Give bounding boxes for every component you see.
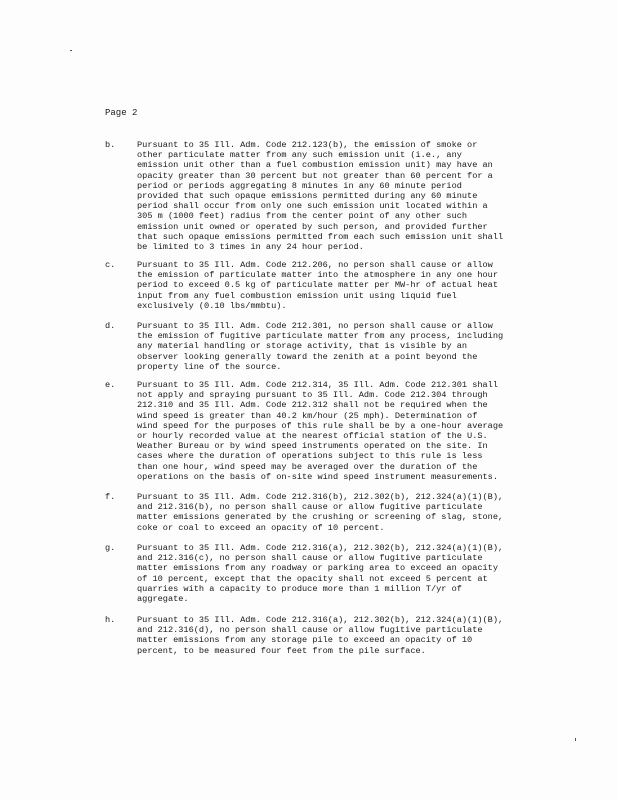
paragraph-text: Pursuant to 35 Ill. Adm. Code 212.206, no person shall cause or allow the emission of particulate matter into the atmosphere in any one hour period to exceed 0.5 kg of particulate matter per MW-hr of actual heat input from any fuel combustion emission unit using liquid fuel exclusively (0.10 lbs/mmbtu). [137,260,498,311]
paragraph-letter: c. [105,260,116,270]
paragraph-letter: e. [105,380,116,390]
paragraph-letter: g. [105,543,116,553]
scan-speck [70,50,72,51]
paragraph-text: Pursuant to 35 Ill. Adm. Code 212.314, 35 Ill. Adm. Code 212.301 shall not apply and spraying pursuant to 35 Ill. Adm. Code 212.304 through 212.310 and 35 Ill. Adm. Code 212.312 shall not be required when the wind speed is greater than 40.2 km/hour (25 mph). Determination of wind speed for the purposes of this rule shall be by a one-hour average or hourly recorded value at the nearest official station of the U.S. Weather Bureau or by wind speed instruments operated on the site. In cases where the duration of operations subject to this rule is less than one hour, wind speed may be averaged over the duration of the operations on the basis of on-site wind speed instrument measurements. [137,380,504,482]
paragraph-text: Pursuant to 35 Ill. Adm. Code 212.316(a), 212.302(b), 212.324(a)(1)(B), and 212.316(c), no person shall cause or allow fugitive particulate matter emissions from any roadway or parking area to exceed an opacity of 10 percent, except that the opacity shall not exceed 5 percent at quarries with a capacity to produce more than 1 million T/yr of aggregate. [137,543,504,605]
paragraph-letter: d. [105,321,116,331]
paragraph-text: Pursuant to 35 Ill. Adm. Code 212.123(b), the emission of smoke or other particulate matter from any such emission unit (i.e., any emission unit other than a fuel combustion emission unit) may have an opacity greater than 30 percent but not greater than 60 percent for a period or periods aggregating 8 minutes in any 60 minute period provided that such opaque emissions permitted during any 60 minute period shall occur from only one such emission unit located within a 305 m (1000 feet) radius from the center point of any other such emission unit owned or operated by such person, and provided further that such opaque emissions permitted from each such emission unit shall be limited to 3 times in any 24 hour period. [137,140,504,253]
paragraph-text: Pursuant to 35 Ill. Adm. Code 212.301, no person shall cause or allow the emission of fugitive particulate matter from any process, including any material handling or storage activity, that is visible by an observer looking generally toward the zenith at a point beyond the property line of the source. [137,321,504,372]
page-number-label: Page 2 [105,108,138,118]
paragraph-letter: h. [105,615,116,625]
paragraph-letter: f. [105,492,116,502]
scan-speck [575,738,576,741]
paragraph-text: Pursuant to 35 Ill. Adm. Code 212.316(b), 212.302(b), 212.324(a)(1)(B), and 212.316(b), no person shall cause or allow fugitive particulate matter emissions generated by the crushing or screening of slag, stone, coke or coal to exceed an opacity of 10 percent. [137,492,504,533]
paragraph-letter: b. [105,140,116,150]
paragraph-text: Pursuant to 35 Ill. Adm. Code 212.316(a), 212.302(b), 212.324(a)(1)(B), and 212.316(d), no person shall cause or allow fugitive particulate matter emissions from any storage pile to exceed an opacity of 10 percent, to be measured four feet from the pile surface. [137,615,504,656]
